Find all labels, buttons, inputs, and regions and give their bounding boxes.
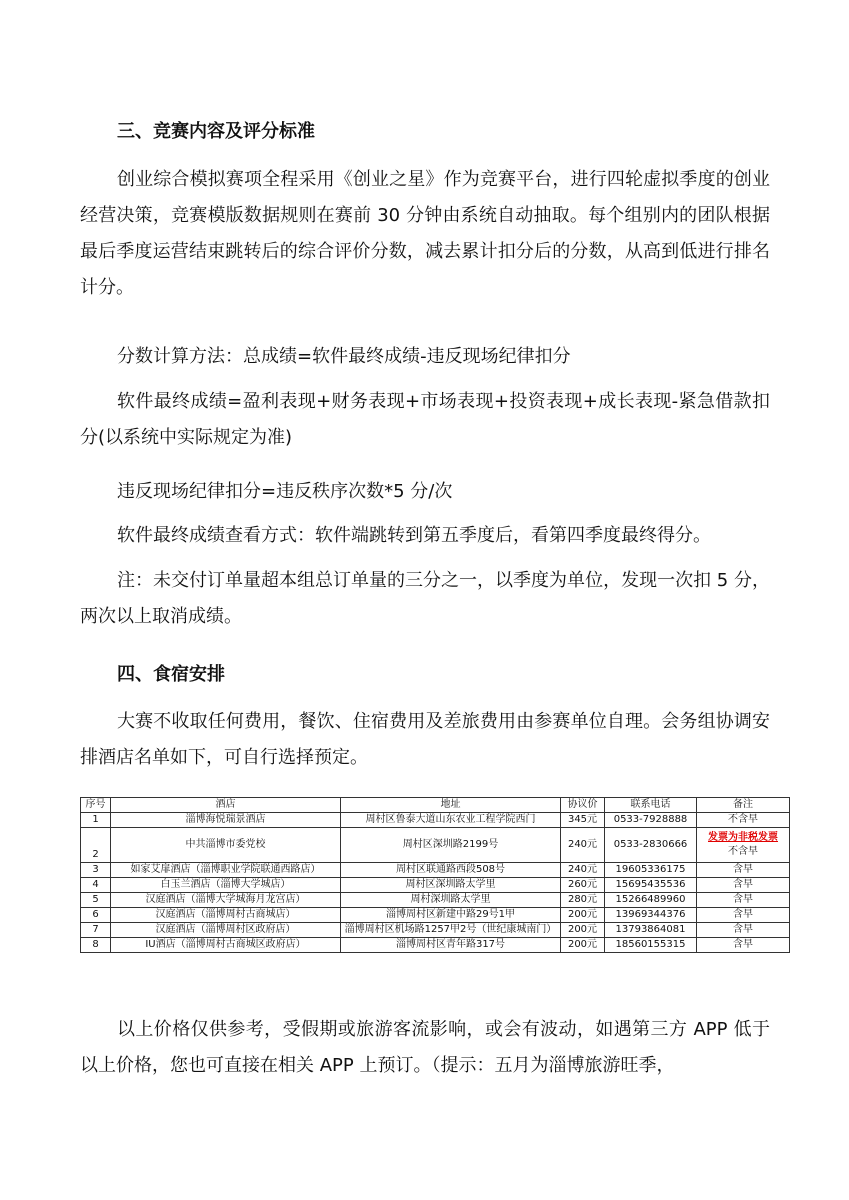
cell-note: 不含早 bbox=[697, 813, 790, 828]
cell-no: 8 bbox=[81, 938, 111, 953]
cell-note: 含早 bbox=[697, 938, 790, 953]
cell-price: 240元 bbox=[561, 863, 605, 878]
header-no: 序号 bbox=[81, 798, 111, 813]
cell-note: 含早 bbox=[697, 878, 790, 893]
cell-price: 280元 bbox=[561, 893, 605, 908]
section-3-heading: 三、竞赛内容及评分标准 bbox=[117, 121, 315, 142]
cell-phone: 0533-2830666 bbox=[605, 828, 697, 863]
cell-address: 周村深圳路太学里 bbox=[341, 893, 561, 908]
cell-note: 含早 bbox=[697, 893, 790, 908]
cell-price: 200元 bbox=[561, 923, 605, 938]
table-row bbox=[81, 863, 790, 878]
hotel-table bbox=[80, 797, 790, 953]
cell-address: 淄博周村区机场路1257甲2号（世纪康城南门） bbox=[341, 923, 561, 938]
table-row bbox=[81, 893, 790, 908]
cell-hotel: IU酒店（淄博周村古商城区政府店） bbox=[111, 938, 341, 953]
table-row bbox=[81, 923, 790, 938]
table-row bbox=[81, 938, 790, 953]
cell-hotel: 中共淄博市委党校 bbox=[111, 828, 341, 863]
cell-price: 200元 bbox=[561, 938, 605, 953]
score-formula: 分数计算方法：总成绩=软件最终成绩-违反现场纪律扣分 bbox=[117, 346, 571, 367]
cell-address: 周村区联通路西段508号 bbox=[341, 863, 561, 878]
table-row bbox=[81, 878, 790, 893]
cell-phone: 18560155315 bbox=[605, 938, 697, 953]
cell-note bbox=[697, 828, 790, 863]
cell-hotel: 如家艾扉酒店（淄博职业学院联通西路店） bbox=[111, 863, 341, 878]
cell-address: 淄博周村区新建中路29号1甲 bbox=[341, 908, 561, 923]
cell-phone: 19605336175 bbox=[605, 863, 697, 878]
cell-no: 7 bbox=[81, 923, 111, 938]
header-price: 协议价 bbox=[561, 798, 605, 813]
section-3-paragraph: 创业综合模拟赛项全程采用《创业之星》作为竞赛平台，进行四轮虚拟季度的创业经营决策，竞赛模版数据规则在赛前 30 分钟由系统自动抽取。每个组别内的团队根据最后季度运营结束跳转后的综合评价分数，减去累计扣分后的分数，从高到低进行排名计分。 bbox=[80, 169, 770, 298]
header-phone: 联系电话 bbox=[605, 798, 697, 813]
table-row bbox=[81, 908, 790, 923]
invoice-warning: 发票为非税发票 bbox=[708, 832, 778, 843]
cell-address: 周村区鲁泰大道山东农业工程学院西门 bbox=[341, 813, 561, 828]
note-paragraph: 注：未交付订单量超本组总订单量的三分之一，以季度为单位，发现一次扣 5 分，两次以上取消成绩。 bbox=[80, 570, 770, 627]
table-row bbox=[81, 813, 790, 828]
cell-address: 淄博周村区青年路317号 bbox=[341, 938, 561, 953]
cell-price: 200元 bbox=[561, 908, 605, 923]
check-method: 软件最终成绩查看方式：软件端跳转到第五季度后，看第四季度最终得分。 bbox=[117, 525, 711, 546]
table-header-row bbox=[81, 798, 790, 813]
cell-address: 周村区深圳路太学里 bbox=[341, 878, 561, 893]
header-address: 地址 bbox=[341, 798, 561, 813]
cell-no: 2 bbox=[81, 828, 111, 863]
cell-phone: 15695435536 bbox=[605, 878, 697, 893]
section-4-paragraph: 大赛不收取任何费用，餐饮、住宿费用及差旅费用由参赛单位自理。会务组协调安排酒店名单如下，可自行选择预定。 bbox=[80, 711, 770, 768]
cell-price: 345元 bbox=[561, 813, 605, 828]
cell-phone: 0533-7928888 bbox=[605, 813, 697, 828]
cell-price: 260元 bbox=[561, 878, 605, 893]
header-hotel: 酒店 bbox=[111, 798, 341, 813]
cell-no: 1 bbox=[81, 813, 111, 828]
cell-phone: 15266489960 bbox=[605, 893, 697, 908]
cell-phone: 13793864081 bbox=[605, 923, 697, 938]
cell-no: 6 bbox=[81, 908, 111, 923]
cell-price: 240元 bbox=[561, 828, 605, 863]
cell-no: 4 bbox=[81, 878, 111, 893]
cell-note: 含早 bbox=[697, 863, 790, 878]
section-4-heading: 四、食宿安排 bbox=[117, 664, 225, 685]
cell-no: 3 bbox=[81, 863, 111, 878]
penalty-formula: 违反现场纪律扣分=违反秩序次数*5 分/次 bbox=[117, 481, 453, 502]
cell-address: 周村区深圳路2199号 bbox=[341, 828, 561, 863]
cell-phone: 13969344376 bbox=[605, 908, 697, 923]
cell-hotel: 汉庭酒店（淄博周村区政府店） bbox=[111, 923, 341, 938]
cell-hotel: 淄博海悦瑞景酒店 bbox=[111, 813, 341, 828]
price-disclaimer-paragraph: 以上价格仅供参考，受假期或旅游客流影响，或会有波动，如遇第三方 APP 低于以上价格，您也可直接在相关 APP 上预订。（提示：五月为淄博旅游旺季， bbox=[80, 1019, 770, 1076]
cell-note: 含早 bbox=[697, 908, 790, 923]
table-row bbox=[81, 828, 790, 863]
breakfast-note: 不含早 bbox=[728, 846, 758, 857]
software-score-formula: 软件最终成绩=盈利表现+财务表现+市场表现+投资表现+成长表现-紧急借款扣分(以系统中实际规定为准) bbox=[80, 391, 770, 448]
cell-hotel: 汉庭酒店（淄博周村古商城店） bbox=[111, 908, 341, 923]
header-note: 备注 bbox=[697, 798, 790, 813]
cell-hotel: 白玉兰酒店（淄博大学城店） bbox=[111, 878, 341, 893]
cell-hotel: 汉庭酒店（淄博大学城海月龙宫店） bbox=[111, 893, 341, 908]
cell-no: 5 bbox=[81, 893, 111, 908]
cell-note: 含早 bbox=[697, 923, 790, 938]
